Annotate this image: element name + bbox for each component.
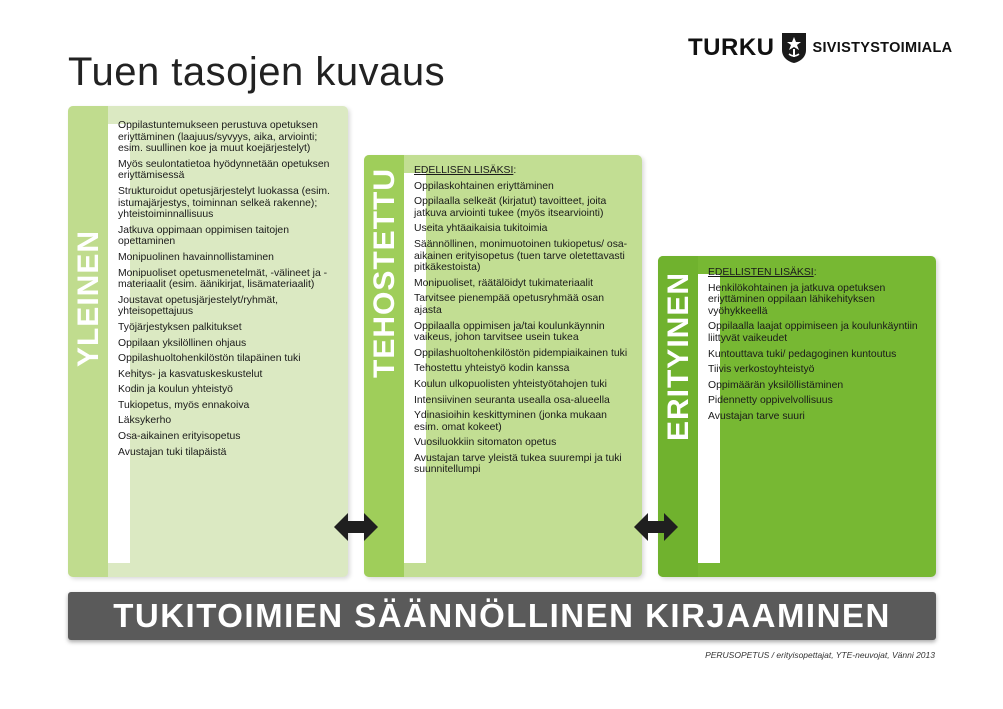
list-item: Henkilökohtainen ja jatkuva opetuksen eriyttäminen oppilaan lähikehityksen vyöhykkeellä — [708, 282, 886, 317]
level-card-yleinen — [68, 106, 348, 577]
list-item: Useita yhtäaikaisia tukitoimia — [414, 223, 548, 235]
list-item: Tehostettu yhteistyö kodin kanssa — [414, 363, 570, 375]
level-card-tehostettu — [364, 155, 642, 577]
level-header-row — [708, 267, 928, 279]
list-item: Joustavat opetusjärjestelyt/ryhmät, yhteisopettajuus — [118, 294, 278, 318]
list-item: Oppilaan yksilöllinen ohjaus — [118, 337, 247, 349]
logo-city-name: TURKU — [688, 34, 775, 61]
list-item: Tarvitsee pienempää opetusryhmää osan ajasta — [414, 293, 605, 316]
city-coat-of-arms-icon — [781, 32, 807, 64]
double-arrow-icon — [634, 511, 678, 543]
turku-logo — [688, 32, 952, 64]
list-item: Oppilaalla selkeät (kirjatut) tavoitteet, joita jatkuva arviointi tukee (myös itsearviointi) — [414, 196, 607, 219]
list-item: Kodin ja koulun yhteistyö — [118, 384, 233, 396]
list-item: Kuntouttava tuki/ pedagoginen kuntoutus — [708, 348, 897, 360]
list-item: Intensiivinen seuranta usealla osa-alueella — [414, 394, 610, 406]
logo-org-name: SIVISTYSTOIMIALA — [812, 40, 953, 56]
list-item: Tukiopetus, myös ennakoiva — [118, 399, 250, 411]
level-header-colon: : — [813, 267, 817, 278]
level-label-tehostettu: TEHOSTETTU — [368, 168, 401, 378]
list-item: Läksykerho — [118, 415, 172, 427]
list-item: Monipuoliset opetusmenetelmät, -välineet ja -materiaalit (esim. äänikirjat, lisämateriaalit) — [118, 267, 328, 291]
list-item: Oppilaalla laajat oppimiseen ja koulunkäyntiin liittyvät vaikeudet — [708, 321, 918, 344]
list-item: Strukturoidut opetusjärjestelyt luokassa (esim. istumajärjestys, toiminnan selkeä rakenne); yhteistoiminnallisuus — [118, 185, 330, 221]
level-label-erityinen: ERITYINEN — [662, 272, 695, 442]
documentation-banner — [68, 592, 936, 640]
list-item: Monipuoliset, räätälöidyt tukimateriaalit — [414, 277, 594, 289]
list-item: Ydinasioihin keskittyminen (jonka mukaan esim. omat kokeet) — [414, 410, 607, 433]
list-item: Osa-aikainen erityisopetus — [118, 431, 241, 443]
list-item: Monipuolinen havainnollistaminen — [118, 251, 274, 263]
list-item: Koulun ulkopuolisten yhteistyötahojen tuki — [414, 378, 607, 390]
level-header: EDELLISEN LISÄKSI — [414, 165, 514, 176]
list-item: Oppilastuntemukseen perustuva opetuksen eriyttäminen (laajuus/syvyys, aika, arviointi; esim. suullinen koe ja muut koejärjestelyt) — [118, 120, 318, 155]
level-items-yleinen — [118, 120, 340, 462]
list-item: Oppilaskohtainen eriyttäminen — [414, 180, 554, 192]
list-item: Avustajan tuki tilapäistä — [118, 446, 227, 458]
list-item: Työjärjestyksen palkitukset — [118, 321, 242, 333]
list-item: Tiivis verkostoyhteistyö — [708, 364, 815, 376]
list-item: Säännöllinen, monimuotoinen tukiopetus/ osa-aikainen erityisopetus (tuen tarve oletettavasti pitkäkestoista) — [414, 238, 628, 274]
double-arrow-icon — [334, 511, 378, 543]
list-item: Myös seulontatietoa hyödynnetään opetuksen eriyttämisessä — [118, 158, 330, 182]
list-item: Vuosiluokkiin sitomaton opetus — [414, 437, 557, 449]
level-header-colon: : — [513, 165, 517, 176]
level-label-yleinen: YLEINEN — [72, 230, 105, 368]
level-header-row — [414, 165, 634, 177]
list-item: Avustajan tarve suuri — [708, 410, 805, 422]
list-item: Avustajan tarve yleistä tukea suurempi ja tuki suunnitellumpi — [414, 452, 622, 476]
list-item: Kehitys- ja kasvatuskeskustelut — [118, 368, 263, 380]
footer-credit: PERUSOPETUS / erityisopettajat, YTE-neuvojat, Vänni 2013 — [705, 650, 935, 660]
list-item: Pidennetty oppivelvollisuus — [708, 395, 833, 407]
list-item: Oppilashuoltohenkilöstön pidempiaikainen tuki — [414, 347, 628, 359]
level-items-tehostettu — [414, 165, 634, 480]
level-card-erityinen — [658, 256, 936, 577]
page-title: Tuen tasojen kuvaus — [68, 50, 446, 94]
level-items-erityinen — [708, 267, 928, 427]
list-item: Oppimäärän yksilöllistäminen — [708, 379, 844, 391]
level-header: EDELLISTEN LISÄKSI — [708, 267, 814, 278]
list-item: Oppilashuoltohenkilöstön tilapäinen tuki — [118, 353, 301, 365]
list-item: Oppilaalla oppimisen ja/tai koulunkäynnin vaikeus, johon tarvitsee usein tukea — [414, 320, 605, 344]
banner-text: TUKITOIMIEN SÄÄNNÖLLINEN KIRJAAMINEN — [113, 597, 891, 634]
list-item: Jatkuva oppimaan oppimisen taitojen opettaminen — [118, 224, 289, 248]
